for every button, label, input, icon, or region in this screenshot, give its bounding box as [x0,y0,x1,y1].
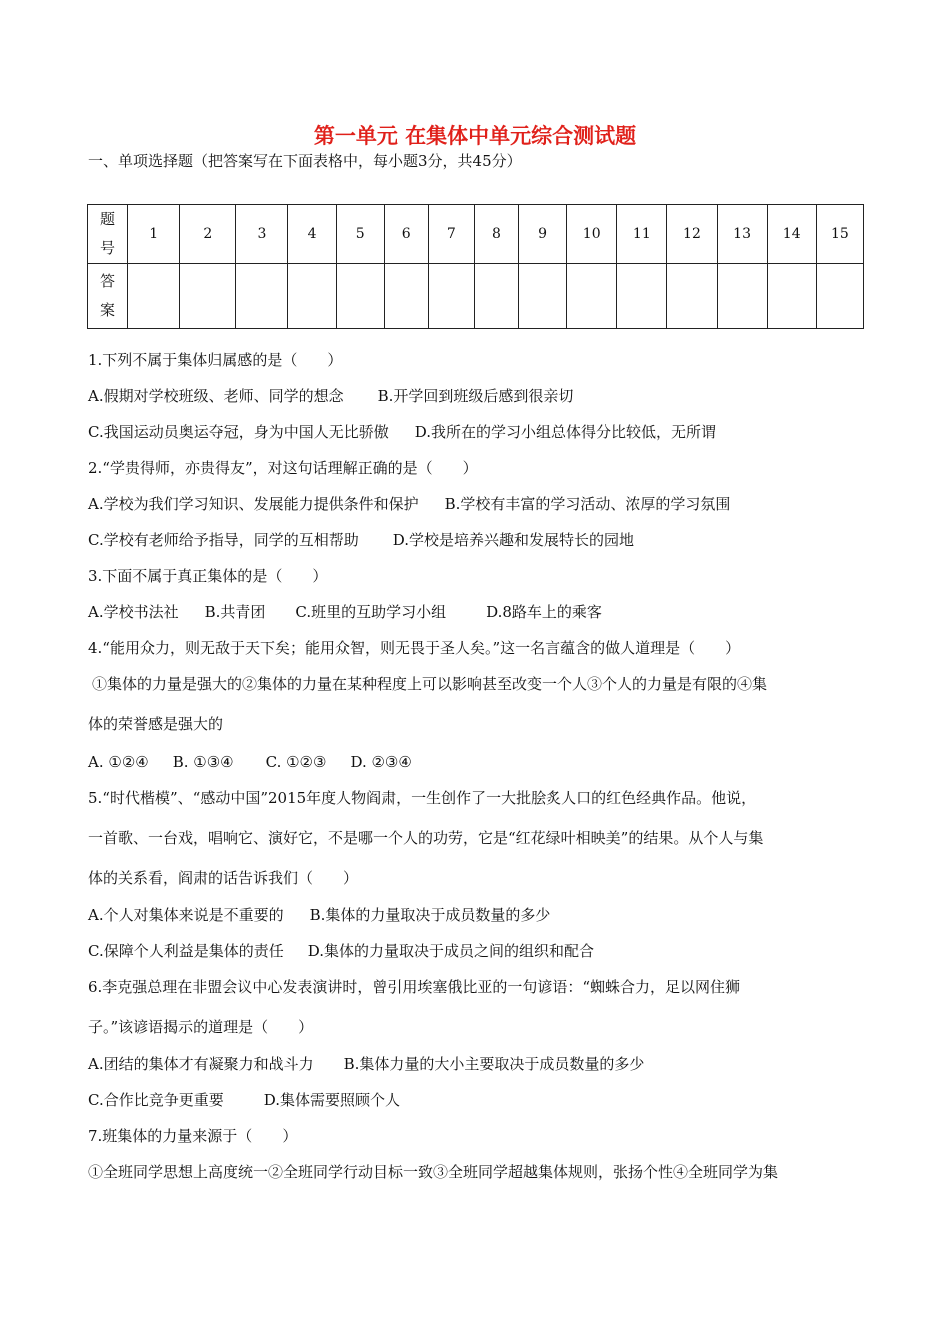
option-c: C.合作比竞争更重要 [88,1091,224,1109]
option-d: D.集体的力量取决于成员之间的组织和配合 [307,942,594,960]
option-a: A. ①②④ [88,753,149,771]
answer-cell[interactable] [180,264,236,329]
number-cell: 1 [128,205,180,264]
answer-cell[interactable] [567,264,617,329]
question-5-options-cd [88,941,594,961]
question-2-options-ab [88,494,730,514]
question-6-options-cd [88,1090,400,1110]
option-c: C.学校有老师给予指导，同学的互相帮助 [88,531,359,549]
number-cell: 13 [717,205,767,264]
option-a: A.学校书法社 [88,603,179,621]
option-d: D.我所在的学习小组总体得分比较低，无所谓 [414,423,716,441]
answer-cell[interactable] [717,264,767,329]
question-1-options-cd [88,422,716,442]
answer-cell[interactable] [236,264,288,329]
question-5-stem-line2: 一首歌、一台戏，唱响它、演好它，不是哪一个人的功劳，它是“红花绿叶相映美”的结果。从个人与集 [88,829,764,847]
answer-cell[interactable] [667,264,717,329]
option-c: C. ①②③ [265,753,327,771]
question-4-options [88,752,412,772]
answer-cell[interactable] [288,264,336,329]
table-row-answers [88,264,864,329]
question-2-stem: 2.“学贵得师，亦贵得友”，对这句话理解正确的是（ ） [88,459,478,477]
question-5-options-ab [88,905,550,925]
option-b: B.开学回到班级后感到很亲切 [377,387,574,405]
question-7-items-line1: ①全班同学思想上高度统一②全班同学行动目标一致③全班同学超越集体规则，张扬个性④全班同学为集 [88,1163,779,1181]
answer-cell[interactable] [384,264,428,329]
option-b: B.共青团 [204,603,266,621]
option-b: B. ①③④ [172,753,234,771]
option-d: D.集体需要照顾个人 [263,1091,400,1109]
document-title: 第一单元 在集体中单元综合测试题 [313,124,637,148]
answer-table [87,204,864,329]
answer-cell[interactable] [474,264,518,329]
answer-cell[interactable] [617,264,667,329]
question-5-stem-line3: 体的关系看，阎肃的话告诉我们（ ） [88,869,359,887]
number-cell: 2 [180,205,236,264]
number-cell: 11 [617,205,667,264]
question-4-items-line1: ①集体的力量是强大的②集体的力量在某种程度上可以影响甚至改变一个人③个人的力量是有限的④集 [92,675,768,693]
question-6-options-ab [88,1054,644,1074]
answer-cell[interactable] [128,264,180,329]
option-b: B.集体的力量取决于成员数量的多少 [309,906,551,924]
option-c: C.班里的互助学习小组 [295,603,447,621]
option-c: C.我国运动员奥运夺冠，身为中国人无比骄傲 [88,423,389,441]
number-cell: 10 [567,205,617,264]
question-6-stem-line2: 子。”该谚语揭示的道理是（ ） [88,1018,314,1036]
table-row-question-numbers [88,205,864,264]
number-cell: 15 [816,205,863,264]
row-header-answer: 答 案 [88,264,128,329]
answer-cell[interactable] [336,264,384,329]
question-6-stem-line1: 6.李克强总理在非盟会议中心发表演讲时，曾引用埃塞俄比亚的一句谚语：“蜘蛛合力，足以网住狮 [88,978,740,996]
number-cell: 14 [767,205,816,264]
question-4-items-line2: 体的荣誉感是强大的 [88,715,224,733]
option-a: A.假期对学校班级、老师、同学的想念 [88,387,344,405]
number-cell: 7 [428,205,474,264]
option-d: D.8路车上的乘客 [486,603,602,621]
number-cell: 6 [384,205,428,264]
question-3-stem: 3.下面不属于真正集体的是（ ） [88,567,328,585]
number-cell: 4 [288,205,336,264]
question-1-stem: 1.下列不属于集体归属感的是（ ） [88,351,343,369]
option-b: B.学校有丰富的学习活动、浓厚的学习氛围 [444,495,731,513]
number-cell: 9 [519,205,567,264]
number-cell: 3 [236,205,288,264]
question-4-stem: 4.“能用众力，则无敌于天下矣；能用众智，则无畏于圣人矣。”这一名言蕴含的做人道理是（ ） [88,639,741,657]
answer-cell[interactable] [519,264,567,329]
option-b: B.集体力量的大小主要取决于成员数量的多少 [343,1055,645,1073]
answer-cell[interactable] [816,264,863,329]
question-7-stem: 7.班集体的力量来源于（ ） [88,1127,298,1145]
number-cell: 12 [667,205,717,264]
question-2-options-cd [88,530,634,550]
number-cell: 8 [474,205,518,264]
option-c: C.保障个人利益是集体的责任 [88,942,284,960]
row-header-number: 题 号 [88,205,128,264]
option-d: D.学校是培养兴趣和发展特长的园地 [392,531,634,549]
option-a: A.学校为我们学习知识、发展能力提供条件和保护 [88,495,419,513]
question-3-options [88,602,602,622]
question-1-options-ab [88,386,573,406]
number-cell: 5 [336,205,384,264]
option-a: A.个人对集体来说是不重要的 [88,906,284,924]
question-5-stem-line1: 5.“时代楷模”、“感动中国”2015年度人物阎肃，一生创作了一大批脍炙人口的红色经典作品。他说， [88,789,757,807]
section-heading: 一、单项选择题（把答案写在下面表格中，每小题3分，共45分） [88,152,522,170]
answer-cell[interactable] [428,264,474,329]
answer-cell[interactable] [767,264,816,329]
option-a: A.团结的集体才有凝聚力和战斗力 [88,1055,314,1073]
option-d: D. ②③④ [350,753,412,771]
